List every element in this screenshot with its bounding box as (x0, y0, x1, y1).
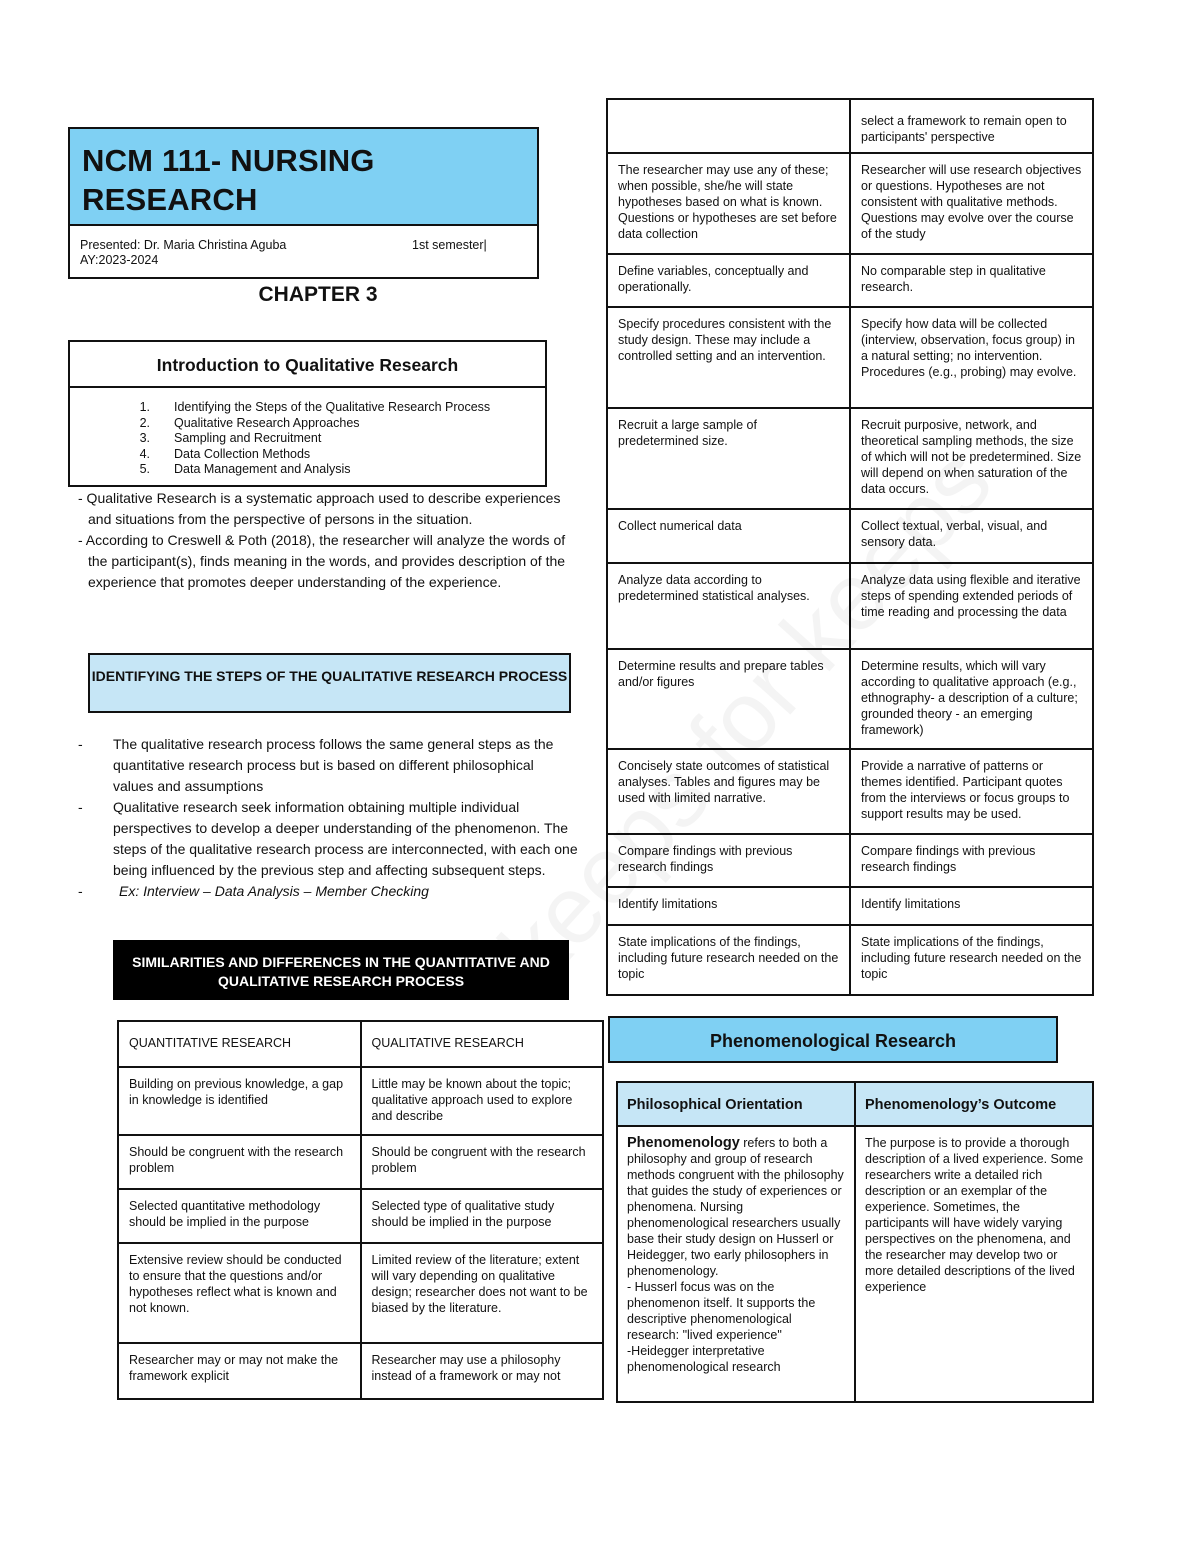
table-cell: Compare findings with previous research findings (850, 834, 1093, 887)
table-cell: Researcher will use research objectives or questions. Hypotheses are not consistent with qualitative methods. Questions may evolve over the course of the study (850, 153, 1093, 254)
steps-bullets (78, 734, 578, 902)
table-row (118, 1067, 603, 1135)
husserl-text: - Husserl focus was on the phenomenon itself. It supports the descriptive phenomenological research: "lived experience" (627, 1280, 816, 1342)
table-cell (607, 99, 850, 153)
list-item (70, 462, 545, 478)
table-cell: Analyze data according to predetermined statistical analyses. (607, 563, 850, 649)
orientation-text: refers to both a philosophy and group of research methods congruent with the philosophy that guides the study of experiences or phenomena. Nursing phenomenological researchers usually base their study design on Husserl or Heidegger, two early philosophers in phenomenology. (627, 1136, 844, 1278)
list-number: 3. (139, 431, 150, 445)
intro-paragraph: - Qualitative Research is a systematic approach used to describe experiences and situations from the perspective of persons in the situation. (78, 490, 561, 527)
table-row (607, 307, 1093, 408)
table-header-cell: QUANTITATIVE RESEARCH (118, 1021, 361, 1067)
chapter-title: CHAPTER 3 (258, 283, 378, 306)
table-cell: Specify procedures consistent with the study design. These may include a controlled setting and an intervention. (607, 307, 850, 408)
bullet-item: - Ex: Interview – Data Analysis – Member Checking (78, 881, 578, 902)
similarities-heading: SIMILARITIES AND DIFFERENCES IN THE QUANTITATIVE AND QUALITATIVE RESEARCH PROCESS (113, 940, 569, 1000)
table-cell: Building on previous knowledge, a gap in knowledge is identified (118, 1067, 361, 1135)
table-cell: Should be congruent with the research problem (118, 1135, 361, 1189)
bullet-text: Qualitative research seek information obtaining multiple individual perspectives to develop a deeper understanding of the phenomenon. The steps of the qualitative research process are interconnected, with each one being influenced by the previous step and affecting subsequent steps. (113, 799, 578, 878)
table-row (607, 925, 1093, 995)
intro-paragraphs (78, 488, 578, 593)
academic-year: AY:2023-2024 (80, 253, 159, 267)
table-cell: Selected quantitative methodology should be implied in the purpose (118, 1189, 361, 1243)
table-row (118, 1189, 603, 1243)
list-item (70, 431, 545, 447)
bullet-text: The qualitative research process follows the same general steps as the quantitative research process but is based on different philosophical values and assumptions (113, 736, 554, 794)
table-header-cell: QUALITATIVE RESEARCH (361, 1021, 604, 1067)
table-cell: Compare findings with previous research findings (607, 834, 850, 887)
table-cell: Specify how data will be collected (interview, observation, focus group) in a natural setting; no intervention. Procedures (e.g., probing) may evolve. (850, 307, 1093, 408)
list-number: 5. (139, 462, 150, 476)
table-cell: Researcher may or may not make the framework explicit (118, 1343, 361, 1399)
table-cell: Concisely state outcomes of statistical analyses. Tables and figures may be used with limited narrative. (607, 749, 850, 834)
list-item (70, 416, 545, 432)
table-header-cell: Phenomenology’s Outcome (855, 1082, 1093, 1126)
table-row (617, 1082, 1093, 1126)
table-cell: Collect numerical data (607, 509, 850, 563)
list-text: Identifying the Steps of the Qualitative Research Process (174, 400, 491, 414)
list-item (70, 400, 545, 416)
table-cell: Determine results and prepare tables and/or figures (607, 649, 850, 749)
course-title-line2: RESEARCH (82, 182, 258, 217)
table-cell: Researcher may use a philosophy instead of a framework or may not (361, 1343, 604, 1399)
topic-list (70, 388, 545, 478)
table-cell: Define variables, conceptually and operationally. (607, 254, 850, 307)
phenomenology-table (616, 1081, 1094, 1403)
presenter-info (70, 226, 537, 268)
table-cell: The researcher may use any of these; when possible, she/he will state hypotheses based on what is known. Questions or hypotheses are set before data collection (607, 153, 850, 254)
list-item (70, 447, 545, 463)
table-cell: Recruit purposive, network, and theoretical sampling methods, the size of which will not be predetermined. Size will depend on when saturation of the data occurs. (850, 408, 1093, 509)
table-header-cell: Philosophical Orientation (617, 1082, 855, 1126)
list-text: Data Management and Analysis (174, 462, 351, 476)
table-cell: select a framework to remain open to participants' perspective (850, 99, 1093, 153)
table-cell: No comparable step in qualitative research. (850, 254, 1093, 307)
table-row (607, 887, 1093, 925)
table-cell: Determine results, which will vary according to qualitative approach (e.g., ethnography- a description of a culture; grounded theory - an emerging framework) (850, 649, 1093, 749)
table-cell: Provide a narrative of patterns or themes identified. Participant quotes from the interviews or focus groups to support results may be used. (850, 749, 1093, 834)
table-cell: Identify limitations (850, 887, 1093, 925)
course-title-line1: NCM 111- NURSING (82, 143, 375, 178)
outcome-cell: The purpose is to provide a thorough description of a lived experience. Some researchers write a detailed rich description or an exemplar of the experience. Sometimes, the participants will have widely varying perspectives on the phenomena, and the researcher may develop two or more detailed descriptions of the lived experience (855, 1126, 1093, 1402)
steps-heading: IDENTIFYING THE STEPS OF THE QUALITATIVE RESEARCH PROCESS (88, 653, 571, 713)
list-number: 4. (139, 446, 150, 461)
table-row (607, 408, 1093, 509)
intro-heading: Introduction to Qualitative Research (70, 342, 545, 388)
list-number: 1. (139, 400, 150, 414)
table-row (118, 1135, 603, 1189)
term-phenomenology: Phenomenology (627, 1135, 740, 1151)
table-cell: Selected type of qualitative study should be implied in the purpose (361, 1189, 604, 1243)
table-row (607, 99, 1093, 153)
table-cell: State implications of the findings, including future research needed on the topic (850, 925, 1093, 995)
table-row (607, 153, 1093, 254)
list-text: Qualitative Research Approaches (174, 415, 360, 430)
table-row (118, 1021, 603, 1067)
comparison-table-left (117, 1020, 604, 1400)
table-cell: Collect textual, verbal, visual, and sensory data. (850, 509, 1093, 563)
presenter-name: Presented: Dr. Maria Christina Aguba (80, 238, 287, 252)
table-cell: State implications of the findings, including future research needed on the topic (607, 925, 850, 995)
table-cell: Should be congruent with the research problem (361, 1135, 604, 1189)
title-box (68, 127, 539, 279)
intro-box (68, 340, 547, 487)
table-row (118, 1343, 603, 1399)
table-row (118, 1243, 603, 1343)
table-cell: Identify limitations (607, 887, 850, 925)
table-cell: Recruit a large sample of predetermined size. (607, 408, 850, 509)
intro-paragraph: - According to Creswell & Poth (2018), the researcher will analyze the words of the participant(s), finds meaning in the words, and provides description of the experience that promotes deeper understanding of the experience. (78, 532, 566, 590)
table-row (607, 254, 1093, 307)
list-text: Sampling and Recruitment (174, 431, 322, 445)
title-band (70, 129, 537, 226)
table-cell: Analyze data using flexible and iterative steps of spending extended periods of time reading and processing the data (850, 563, 1093, 649)
bullet-text: Ex: Interview – Data Analysis – Member Checking (119, 883, 429, 899)
bullet-item: - Qualitative research seek information obtaining multiple individual perspectives to develop a deeper understanding of the phenomenon. The steps of the qualitative research process are interconnected, with each one being influenced by the previous step and affecting subsequent steps. (78, 797, 578, 881)
table-cell: Limited review of the literature; extent will vary depending on qualitative design; researcher does not want to be biased by the literature. (361, 1243, 604, 1343)
table-row (617, 1126, 1093, 1402)
phenomenology-heading: Phenomenological Research (608, 1016, 1058, 1063)
bullet-item: - The qualitative research process follows the same general steps as the quantitative research process but is based on different philosophical values and assumptions (78, 734, 578, 797)
heidegger-text: -Heidegger interpretative phenomenological research (627, 1344, 781, 1374)
course-title (82, 141, 525, 219)
table-cell: Extensive review should be conducted to ensure that the questions and/or hypotheses reflect what is known and not known. (118, 1243, 361, 1343)
philosophical-orientation-cell (617, 1126, 855, 1402)
list-text: Data Collection Methods (174, 446, 311, 461)
semester-label: 1st semester| (412, 238, 487, 252)
list-number: 2. (139, 415, 150, 430)
table-cell: Little may be known about the topic; qualitative approach used to explore and describe (361, 1067, 604, 1135)
